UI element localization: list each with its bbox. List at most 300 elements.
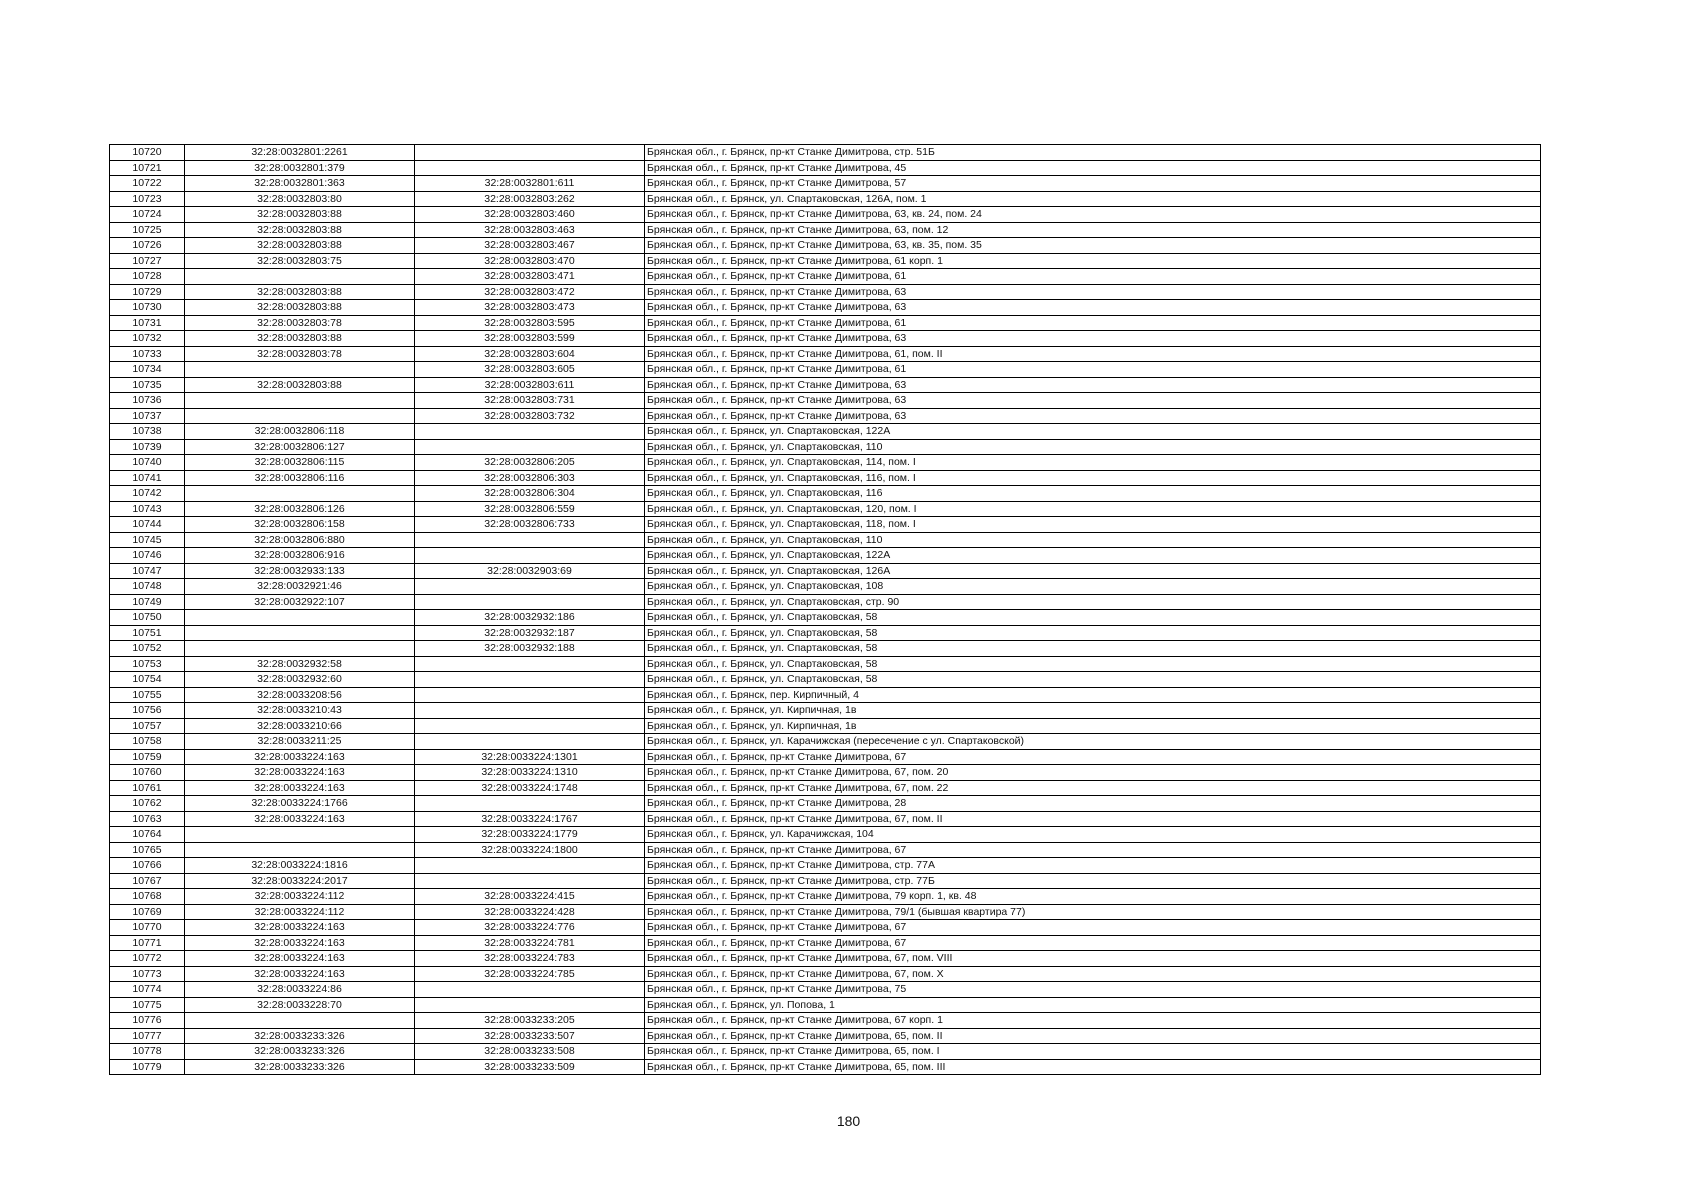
address-cell: Брянская обл., г. Брянск, ул. Спартаковская, 118, пом. I: [645, 517, 1541, 533]
row-number-cell: 10776: [110, 1013, 185, 1029]
cadastral-number-cell: 32:28:0033224:163: [185, 780, 415, 796]
address-cell: Брянская обл., г. Брянск, пр-кт Станке Димитрова, 61: [645, 315, 1541, 331]
object-cadastral-number-cell: [415, 594, 645, 610]
row-number-cell: 10727: [110, 253, 185, 269]
table-row: [110, 982, 1541, 998]
row-number-cell: 10774: [110, 982, 185, 998]
row-number-cell: 10729: [110, 284, 185, 300]
cadastral-number-cell: 32:28:0032932:60: [185, 672, 415, 688]
object-cadastral-number-cell: 32:28:0032803:472: [415, 284, 645, 300]
table-row: [110, 842, 1541, 858]
address-cell: Брянская обл., г. Брянск, пр-кт Станке Димитрова, 63: [645, 408, 1541, 424]
row-number-cell: 10724: [110, 207, 185, 223]
table-row: [110, 1059, 1541, 1075]
cadastral-number-cell: 32:28:0033208:56: [185, 687, 415, 703]
address-cell: Брянская обл., г. Брянск, пр-кт Станке Димитрова, 67: [645, 842, 1541, 858]
table-row: [110, 656, 1541, 672]
address-cell: Брянская обл., г. Брянск, ул. Спартаковская, 122А: [645, 548, 1541, 564]
table-row: [110, 207, 1541, 223]
table-row: [110, 160, 1541, 176]
cadastral-number-cell: 32:28:0033224:112: [185, 904, 415, 920]
row-number-cell: 10745: [110, 532, 185, 548]
object-cadastral-number-cell: 32:28:0032932:188: [415, 641, 645, 657]
object-cadastral-number-cell: 32:28:0033224:1310: [415, 765, 645, 781]
row-number-cell: 10748: [110, 579, 185, 595]
address-cell: Брянская обл., г. Брянск, ул. Кирпичная, 1в: [645, 718, 1541, 734]
table-row: [110, 935, 1541, 951]
table-row: [110, 284, 1541, 300]
object-cadastral-number-cell: [415, 439, 645, 455]
object-cadastral-number-cell: 32:28:0032803:599: [415, 331, 645, 347]
cadastral-number-cell: 32:28:0032806:127: [185, 439, 415, 455]
row-number-cell: 10740: [110, 455, 185, 471]
object-cadastral-number-cell: [415, 718, 645, 734]
registry-table-body: [110, 145, 1541, 1075]
object-cadastral-number-cell: [415, 424, 645, 440]
address-cell: Брянская обл., г. Брянск, ул. Спартаковская, 108: [645, 579, 1541, 595]
address-cell: Брянская обл., г. Брянск, пр-кт Станке Димитрова, стр. 51Б: [645, 145, 1541, 161]
object-cadastral-number-cell: [415, 687, 645, 703]
row-number-cell: 10722: [110, 176, 185, 192]
row-number-cell: 10757: [110, 718, 185, 734]
address-cell: Брянская обл., г. Брянск, пр-кт Станке Димитрова, 67, пом. II: [645, 811, 1541, 827]
address-cell: Брянская обл., г. Брянск, пр-кт Станке Димитрова, 63, кв. 24, пом. 24: [645, 207, 1541, 223]
address-cell: Брянская обл., г. Брянск, пр-кт Станке Димитрова, 67, пом. 20: [645, 765, 1541, 781]
table-row: [110, 594, 1541, 610]
table-row: [110, 439, 1541, 455]
cadastral-number-cell: 32:28:0032803:88: [185, 207, 415, 223]
address-cell: Брянская обл., г. Брянск, пр-кт Станке Димитрова, 63, пом. 12: [645, 222, 1541, 238]
cadastral-number-cell: [185, 393, 415, 409]
table-row: [110, 393, 1541, 409]
object-cadastral-number-cell: 32:28:0032803:731: [415, 393, 645, 409]
address-cell: Брянская обл., г. Брянск, ул. Попова, 1: [645, 997, 1541, 1013]
object-cadastral-number-cell: 32:28:0032932:187: [415, 625, 645, 641]
row-number-cell: 10760: [110, 765, 185, 781]
cadastral-number-cell: 32:28:0033211:25: [185, 734, 415, 750]
object-cadastral-number-cell: 32:28:0032803:604: [415, 346, 645, 362]
cadastral-number-cell: [185, 842, 415, 858]
object-cadastral-number-cell: [415, 873, 645, 889]
object-cadastral-number-cell: [415, 703, 645, 719]
table-row: [110, 734, 1541, 750]
address-cell: Брянская обл., г. Брянск, пр-кт Станке Димитрова, 67, пом. 22: [645, 780, 1541, 796]
table-row: [110, 191, 1541, 207]
table-row: [110, 920, 1541, 936]
address-cell: Брянская обл., г. Брянск, пр-кт Станке Димитрова, 61: [645, 362, 1541, 378]
cadastral-number-cell: 32:28:0032803:88: [185, 300, 415, 316]
cadastral-number-cell: 32:28:0033210:66: [185, 718, 415, 734]
object-cadastral-number-cell: 32:28:0033224:783: [415, 951, 645, 967]
address-cell: Брянская обл., г. Брянск, пр-кт Станке Димитрова, стр. 77А: [645, 858, 1541, 874]
address-cell: Брянская обл., г. Брянск, ул. Спартаковская, 58: [645, 656, 1541, 672]
table-row: [110, 424, 1541, 440]
row-number-cell: 10752: [110, 641, 185, 657]
page-number: 180: [836, 1113, 861, 1129]
address-cell: Брянская обл., г. Брянск, пр-кт Станке Димитрова, 61: [645, 269, 1541, 285]
row-number-cell: 10730: [110, 300, 185, 316]
cadastral-number-cell: 32:28:0032932:58: [185, 656, 415, 672]
table-row: [110, 346, 1541, 362]
row-number-cell: 10737: [110, 408, 185, 424]
address-cell: Брянская обл., г. Брянск, ул. Спартаковская, 114, пом. I: [645, 455, 1541, 471]
object-cadastral-number-cell: 32:28:0032806:303: [415, 470, 645, 486]
row-number-cell: 10758: [110, 734, 185, 750]
cadastral-number-cell: 32:28:0033224:163: [185, 749, 415, 765]
address-cell: Брянская обл., г. Брянск, пр-кт Станке Димитрова, 67 корп. 1: [645, 1013, 1541, 1029]
row-number-cell: 10770: [110, 920, 185, 936]
row-number-cell: 10739: [110, 439, 185, 455]
cadastral-number-cell: 32:28:0032806:126: [185, 501, 415, 517]
row-number-cell: 10733: [110, 346, 185, 362]
object-cadastral-number-cell: [415, 796, 645, 812]
object-cadastral-number-cell: 32:28:0033224:785: [415, 966, 645, 982]
address-cell: Брянская обл., г. Брянск, пр-кт Станке Димитрова, 67: [645, 920, 1541, 936]
row-number-cell: 10773: [110, 966, 185, 982]
object-cadastral-number-cell: [415, 548, 645, 564]
address-cell: Брянская обл., г. Брянск, пр-кт Станке Димитрова, 61 корп. 1: [645, 253, 1541, 269]
row-number-cell: 10726: [110, 238, 185, 254]
cadastral-number-cell: 32:28:0032933:133: [185, 563, 415, 579]
row-number-cell: 10721: [110, 160, 185, 176]
address-cell: Брянская обл., г. Брянск, пр-кт Станке Димитрова, 67, пом. X: [645, 966, 1541, 982]
table-row: [110, 548, 1541, 564]
row-number-cell: 10741: [110, 470, 185, 486]
cadastral-number-cell: 32:28:0032803:88: [185, 222, 415, 238]
table-row: [110, 765, 1541, 781]
row-number-cell: 10779: [110, 1059, 185, 1075]
address-cell: Брянская обл., г. Брянск, пр-кт Станке Димитрова, 61, пом. II: [645, 346, 1541, 362]
table-row: [110, 331, 1541, 347]
object-cadastral-number-cell: [415, 997, 645, 1013]
cadastral-number-cell: 32:28:0032801:379: [185, 160, 415, 176]
address-cell: Брянская обл., г. Брянск, пр-кт Станке Димитрова, 65, пом. III: [645, 1059, 1541, 1075]
cadastral-number-cell: 32:28:0033224:163: [185, 920, 415, 936]
object-cadastral-number-cell: [415, 982, 645, 998]
object-cadastral-number-cell: [415, 858, 645, 874]
object-cadastral-number-cell: 32:28:0032803:732: [415, 408, 645, 424]
cadastral-number-cell: 32:28:0032801:2261: [185, 145, 415, 161]
object-cadastral-number-cell: 32:28:0032803:605: [415, 362, 645, 378]
row-number-cell: 10764: [110, 827, 185, 843]
table-row: [110, 253, 1541, 269]
row-number-cell: 10734: [110, 362, 185, 378]
object-cadastral-number-cell: 32:28:0033224:781: [415, 935, 645, 951]
row-number-cell: 10761: [110, 780, 185, 796]
table-row: [110, 269, 1541, 285]
cadastral-number-cell: 32:28:0032806:118: [185, 424, 415, 440]
address-cell: Брянская обл., г. Брянск, ул. Кирпичная, 1в: [645, 703, 1541, 719]
row-number-cell: 10723: [110, 191, 185, 207]
address-cell: Брянская обл., г. Брянск, ул. Спартаковская, 122А: [645, 424, 1541, 440]
table-row: [110, 579, 1541, 595]
cadastral-number-cell: 32:28:0033224:86: [185, 982, 415, 998]
table-row: [110, 145, 1541, 161]
object-cadastral-number-cell: [415, 532, 645, 548]
table-row: [110, 687, 1541, 703]
table-row: [110, 718, 1541, 734]
table-row: [110, 1044, 1541, 1060]
table-row: [110, 315, 1541, 331]
row-number-cell: 10772: [110, 951, 185, 967]
cadastral-number-cell: 32:28:0033224:1766: [185, 796, 415, 812]
object-cadastral-number-cell: 32:28:0032806:559: [415, 501, 645, 517]
cadastral-number-cell: 32:28:0033224:163: [185, 811, 415, 827]
object-cadastral-number-cell: [415, 656, 645, 672]
object-cadastral-number-cell: 32:28:0032803:470: [415, 253, 645, 269]
object-cadastral-number-cell: 32:28:0033224:1779: [415, 827, 645, 843]
row-number-cell: 10743: [110, 501, 185, 517]
address-cell: Брянская обл., г. Брянск, пр-кт Станке Димитрова, 63: [645, 300, 1541, 316]
address-cell: Брянская обл., г. Брянск, пр-кт Станке Димитрова, 45: [645, 160, 1541, 176]
cadastral-number-cell: 32:28:0032803:88: [185, 238, 415, 254]
table-row: [110, 889, 1541, 905]
object-cadastral-number-cell: 32:28:0033224:1301: [415, 749, 645, 765]
row-number-cell: 10759: [110, 749, 185, 765]
cadastral-number-cell: 32:28:0032806:916: [185, 548, 415, 564]
table-row: [110, 1028, 1541, 1044]
object-cadastral-number-cell: 32:28:0032803:595: [415, 315, 645, 331]
row-number-cell: 10753: [110, 656, 185, 672]
table-row: [110, 873, 1541, 889]
object-cadastral-number-cell: 32:28:0032803:471: [415, 269, 645, 285]
address-cell: Брянская обл., г. Брянск, ул. Спартаковская, 116, пом. I: [645, 470, 1541, 486]
row-number-cell: 10766: [110, 858, 185, 874]
cadastral-number-cell: [185, 827, 415, 843]
table-row: [110, 703, 1541, 719]
row-number-cell: 10728: [110, 269, 185, 285]
table-row: [110, 625, 1541, 641]
object-cadastral-number-cell: 32:28:0032803:611: [415, 377, 645, 393]
object-cadastral-number-cell: [415, 145, 645, 161]
object-cadastral-number-cell: 32:28:0033233:205: [415, 1013, 645, 1029]
cadastral-number-cell: 32:28:0032803:78: [185, 315, 415, 331]
row-number-cell: 10754: [110, 672, 185, 688]
object-cadastral-number-cell: 32:28:0032806:733: [415, 517, 645, 533]
address-cell: Брянская обл., г. Брянск, пр-кт Станке Димитрова, 63, кв. 35, пом. 35: [645, 238, 1541, 254]
cadastral-number-cell: 32:28:0032803:78: [185, 346, 415, 362]
table-row: [110, 455, 1541, 471]
cadastral-number-cell: [185, 1013, 415, 1029]
object-cadastral-number-cell: 32:28:0032803:467: [415, 238, 645, 254]
table-row: [110, 904, 1541, 920]
row-number-cell: 10765: [110, 842, 185, 858]
table-row: [110, 517, 1541, 533]
address-cell: Брянская обл., г. Брянск, ул. Спартаковская, 116: [645, 486, 1541, 502]
object-cadastral-number-cell: 32:28:0033224:428: [415, 904, 645, 920]
cadastral-number-cell: [185, 641, 415, 657]
address-cell: Брянская обл., г. Брянск, пр-кт Станке Димитрова, 67: [645, 749, 1541, 765]
cadastral-number-cell: [185, 269, 415, 285]
table-row: [110, 796, 1541, 812]
object-cadastral-number-cell: 32:28:0032803:262: [415, 191, 645, 207]
cadastral-number-cell: 32:28:0032921:46: [185, 579, 415, 595]
cadastral-number-cell: 32:28:0033210:43: [185, 703, 415, 719]
table-row: [110, 362, 1541, 378]
object-cadastral-number-cell: 32:28:0033224:1748: [415, 780, 645, 796]
table-row: [110, 997, 1541, 1013]
address-cell: Брянская обл., г. Брянск, пер. Кирпичный, 4: [645, 687, 1541, 703]
object-cadastral-number-cell: 32:28:0033233:507: [415, 1028, 645, 1044]
cadastral-number-cell: 32:28:0033224:163: [185, 935, 415, 951]
cadastral-number-cell: 32:28:0032806:880: [185, 532, 415, 548]
row-number-cell: 10762: [110, 796, 185, 812]
row-number-cell: 10763: [110, 811, 185, 827]
row-number-cell: 10746: [110, 548, 185, 564]
property-registry-table: [109, 144, 1541, 1075]
cadastral-number-cell: [185, 362, 415, 378]
object-cadastral-number-cell: [415, 734, 645, 750]
object-cadastral-number-cell: 32:28:0033224:776: [415, 920, 645, 936]
address-cell: Брянская обл., г. Брянск, пр-кт Станке Димитрова, 79 корп. 1, кв. 48: [645, 889, 1541, 905]
cadastral-number-cell: 32:28:0033233:326: [185, 1044, 415, 1060]
table-row: [110, 408, 1541, 424]
row-number-cell: 10769: [110, 904, 185, 920]
cadastral-number-cell: 32:28:0032803:75: [185, 253, 415, 269]
address-cell: Брянская обл., г. Брянск, пр-кт Станке Димитрова, 57: [645, 176, 1541, 192]
address-cell: Брянская обл., г. Брянск, ул. Спартаковская, 126А, пом. 1: [645, 191, 1541, 207]
table-row: [110, 563, 1541, 579]
cadastral-number-cell: 32:28:0033224:163: [185, 765, 415, 781]
cadastral-number-cell: [185, 610, 415, 626]
object-cadastral-number-cell: 32:28:0032932:186: [415, 610, 645, 626]
object-cadastral-number-cell: 32:28:0033224:1800: [415, 842, 645, 858]
row-number-cell: 10778: [110, 1044, 185, 1060]
address-cell: Брянская обл., г. Брянск, ул. Спартаковская, 126А: [645, 563, 1541, 579]
address-cell: Брянская обл., г. Брянск, пр-кт Станке Димитрова, 75: [645, 982, 1541, 998]
cadastral-number-cell: 32:28:0033228:70: [185, 997, 415, 1013]
cadastral-number-cell: [185, 486, 415, 502]
table-row: [110, 749, 1541, 765]
address-cell: Брянская обл., г. Брянск, пр-кт Станке Димитрова, 28: [645, 796, 1541, 812]
table-row: [110, 238, 1541, 254]
row-number-cell: 10747: [110, 563, 185, 579]
table-row: [110, 377, 1541, 393]
object-cadastral-number-cell: [415, 579, 645, 595]
cadastral-number-cell: 32:28:0033233:326: [185, 1028, 415, 1044]
address-cell: Брянская обл., г. Брянск, пр-кт Станке Димитрова, 63: [645, 393, 1541, 409]
row-number-cell: 10755: [110, 687, 185, 703]
row-number-cell: 10777: [110, 1028, 185, 1044]
address-cell: Брянская обл., г. Брянск, ул. Спартаковская, стр. 90: [645, 594, 1541, 610]
cadastral-number-cell: 32:28:0032806:116: [185, 470, 415, 486]
row-number-cell: 10756: [110, 703, 185, 719]
address-cell: Брянская обл., г. Брянск, пр-кт Станке Димитрова, 63: [645, 284, 1541, 300]
row-number-cell: 10771: [110, 935, 185, 951]
cadastral-number-cell: 32:28:0032803:88: [185, 377, 415, 393]
address-cell: Брянская обл., г. Брянск, ул. Спартаковская, 58: [645, 610, 1541, 626]
cadastral-number-cell: [185, 408, 415, 424]
object-cadastral-number-cell: 32:28:0032803:460: [415, 207, 645, 223]
object-cadastral-number-cell: 32:28:0033224:1767: [415, 811, 645, 827]
address-cell: Брянская обл., г. Брянск, пр-кт Станке Димитрова, 65, пом. I: [645, 1044, 1541, 1060]
object-cadastral-number-cell: [415, 160, 645, 176]
address-cell: Брянская обл., г. Брянск, ул. Карачижская, 104: [645, 827, 1541, 843]
cadastral-number-cell: 32:28:0033224:163: [185, 951, 415, 967]
table-row: [110, 780, 1541, 796]
row-number-cell: 10768: [110, 889, 185, 905]
address-cell: Брянская обл., г. Брянск, ул. Спартаковская, 110: [645, 439, 1541, 455]
cadastral-number-cell: 32:28:0033224:1816: [185, 858, 415, 874]
object-cadastral-number-cell: 32:28:0033233:509: [415, 1059, 645, 1075]
object-cadastral-number-cell: 32:28:0032801:611: [415, 176, 645, 192]
address-cell: Брянская обл., г. Брянск, пр-кт Станке Димитрова, стр. 77Б: [645, 873, 1541, 889]
address-cell: Брянская обл., г. Брянск, ул. Спартаковская, 58: [645, 625, 1541, 641]
row-number-cell: 10732: [110, 331, 185, 347]
cadastral-number-cell: 32:28:0032801:363: [185, 176, 415, 192]
row-number-cell: 10731: [110, 315, 185, 331]
table-row: [110, 966, 1541, 982]
table-row: [110, 827, 1541, 843]
object-cadastral-number-cell: 32:28:0033224:415: [415, 889, 645, 905]
address-cell: Брянская обл., г. Брянск, ул. Спартаковская, 58: [645, 672, 1541, 688]
cadastral-number-cell: 32:28:0032803:88: [185, 331, 415, 347]
row-number-cell: 10744: [110, 517, 185, 533]
row-number-cell: 10738: [110, 424, 185, 440]
address-cell: Брянская обл., г. Брянск, ул. Спартаковская, 110: [645, 532, 1541, 548]
cadastral-number-cell: 32:28:0033224:163: [185, 966, 415, 982]
row-number-cell: 10720: [110, 145, 185, 161]
table-row: [110, 951, 1541, 967]
row-number-cell: 10736: [110, 393, 185, 409]
cadastral-number-cell: 32:28:0033224:2017: [185, 873, 415, 889]
table-row: [110, 641, 1541, 657]
row-number-cell: 10742: [110, 486, 185, 502]
table-row: [110, 470, 1541, 486]
address-cell: Брянская обл., г. Брянск, пр-кт Станке Димитрова, 63: [645, 331, 1541, 347]
object-cadastral-number-cell: 32:28:0032903:69: [415, 563, 645, 579]
table-row: [110, 811, 1541, 827]
cadastral-number-cell: 32:28:0032803:80: [185, 191, 415, 207]
address-cell: Брянская обл., г. Брянск, пр-кт Станке Димитрова, 79/1 (бывшая квартира 77): [645, 904, 1541, 920]
table-row: [110, 672, 1541, 688]
cadastral-number-cell: 32:28:0032806:158: [185, 517, 415, 533]
address-cell: Брянская обл., г. Брянск, пр-кт Станке Димитрова, 63: [645, 377, 1541, 393]
address-cell: Брянская обл., г. Брянск, ул. Карачижская (пересечение с ул. Спартаковской): [645, 734, 1541, 750]
table-row: [110, 532, 1541, 548]
cadastral-number-cell: 32:28:0032803:88: [185, 284, 415, 300]
row-number-cell: 10750: [110, 610, 185, 626]
object-cadastral-number-cell: 32:28:0032803:473: [415, 300, 645, 316]
address-cell: Брянская обл., г. Брянск, ул. Спартаковская, 58: [645, 641, 1541, 657]
table-row: [110, 176, 1541, 192]
table-row: [110, 300, 1541, 316]
cadastral-number-cell: 32:28:0032806:115: [185, 455, 415, 471]
address-cell: Брянская обл., г. Брянск, ул. Спартаковская, 120, пом. I: [645, 501, 1541, 517]
table-row: [110, 486, 1541, 502]
cadastral-number-cell: 32:28:0032922:107: [185, 594, 415, 610]
row-number-cell: 10767: [110, 873, 185, 889]
row-number-cell: 10735: [110, 377, 185, 393]
row-number-cell: 10775: [110, 997, 185, 1013]
table-row: [110, 1013, 1541, 1029]
address-cell: Брянская обл., г. Брянск, пр-кт Станке Димитрова, 67: [645, 935, 1541, 951]
address-cell: Брянская обл., г. Брянск, пр-кт Станке Димитрова, 65, пом. II: [645, 1028, 1541, 1044]
object-cadastral-number-cell: 32:28:0032806:205: [415, 455, 645, 471]
object-cadastral-number-cell: 32:28:0032806:304: [415, 486, 645, 502]
table-row: [110, 858, 1541, 874]
cadastral-number-cell: 32:28:0033233:326: [185, 1059, 415, 1075]
table-row: [110, 610, 1541, 626]
row-number-cell: 10751: [110, 625, 185, 641]
row-number-cell: 10725: [110, 222, 185, 238]
address-cell: Брянская обл., г. Брянск, пр-кт Станке Димитрова, 67, пом. VIII: [645, 951, 1541, 967]
object-cadastral-number-cell: 32:28:0032803:463: [415, 222, 645, 238]
object-cadastral-number-cell: 32:28:0033233:508: [415, 1044, 645, 1060]
cadastral-number-cell: [185, 625, 415, 641]
object-cadastral-number-cell: [415, 672, 645, 688]
cadastral-number-cell: 32:28:0033224:112: [185, 889, 415, 905]
